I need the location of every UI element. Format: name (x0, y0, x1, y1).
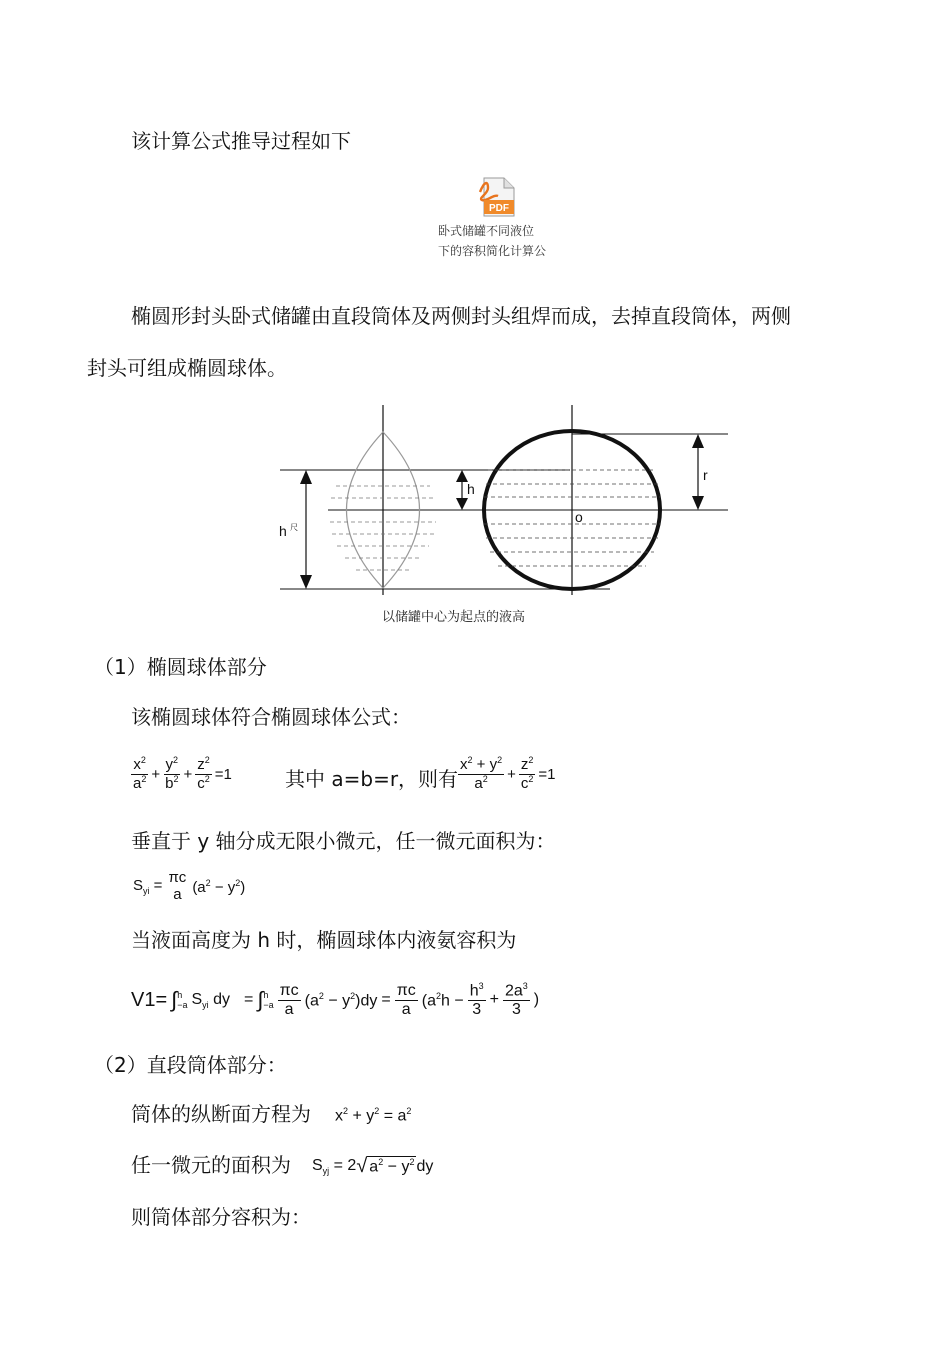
tank-diagram (270, 400, 740, 630)
formula-intro-text: 该椭圆球体符合椭圆球体公式： (131, 705, 411, 729)
intro-text: 该计算公式推导过程如下 (131, 129, 351, 153)
simplified-ellipsoid-equation: $\frac{x^2 + y^2}{a^2}$ + $\frac{z^2}{c^2}$ =1 (460, 755, 556, 792)
h-total-label: h (279, 523, 287, 539)
h-label: h (467, 481, 475, 497)
volume-text: 则筒体部分容积为： (131, 1205, 311, 1229)
cylinder-element-area-formula: $S_{yj} = 2$ √ $a^2 - y^2$ dy (312, 1155, 434, 1177)
where-text: 其中 a=b=r，则有 (285, 767, 459, 791)
element-area-formula: $S_{yi}$ = πc a $(a^2 - y^2)$ (133, 869, 246, 903)
ellipsoid-equation: $\frac{x^2}{a^2}$ + $\frac{y^2}{b^2}$ + $\frac{z^2}{c^2}$ =1 (133, 755, 232, 792)
section-equation-text: 筒体的纵断面方程为 (131, 1102, 311, 1126)
pdf-attachment-icon[interactable] (476, 176, 518, 218)
paragraph-line1: 椭圆形封头卧式储罐由直段筒体及两侧封头组焊而成，去掉直段筒体，两侧 (131, 304, 791, 328)
attachment-name-line1[interactable]: 卧式储罐不同液位 (438, 224, 535, 238)
h-total-subscript: 尺 (290, 523, 298, 532)
section1-heading: （1）椭圆球体部分 (94, 655, 267, 679)
pdf-label: PDF (489, 203, 509, 214)
r-label: r (703, 467, 708, 483)
liquid-height-text: 当液面高度为 h 时，椭圆球体内液氨容积为 (131, 928, 517, 952)
v1-integral-formula: V1= ∫ h −a $S_{yi}$ dy = ∫ h −a $\frac{\pi c}{a}$ $(a^2 - y^2)dy$ = $\frac{\pi c}{a}$ ($a^2h$ − $\frac{h^3}{3}$ + $\frac{2a^3}{3}$ ) (131, 981, 540, 1018)
attachment-name-line2[interactable]: 下的容积简化计算公 (438, 244, 547, 258)
cylinder-section-equation: $x^2 + y^2 = a^2$ (335, 1106, 412, 1125)
figure-caption: 以储罐中心为起点的液高 (382, 610, 526, 625)
element-area-text: 任一微元的面积为 (131, 1153, 291, 1177)
o-label: o (575, 509, 583, 525)
perpendicular-text: 垂直于 y 轴分成无限小微元，任一微元面积为： (131, 829, 556, 853)
section2-heading: （2）直段筒体部分： (94, 1053, 287, 1077)
paragraph-line2: 封头可组成椭圆球体。 (87, 356, 287, 380)
